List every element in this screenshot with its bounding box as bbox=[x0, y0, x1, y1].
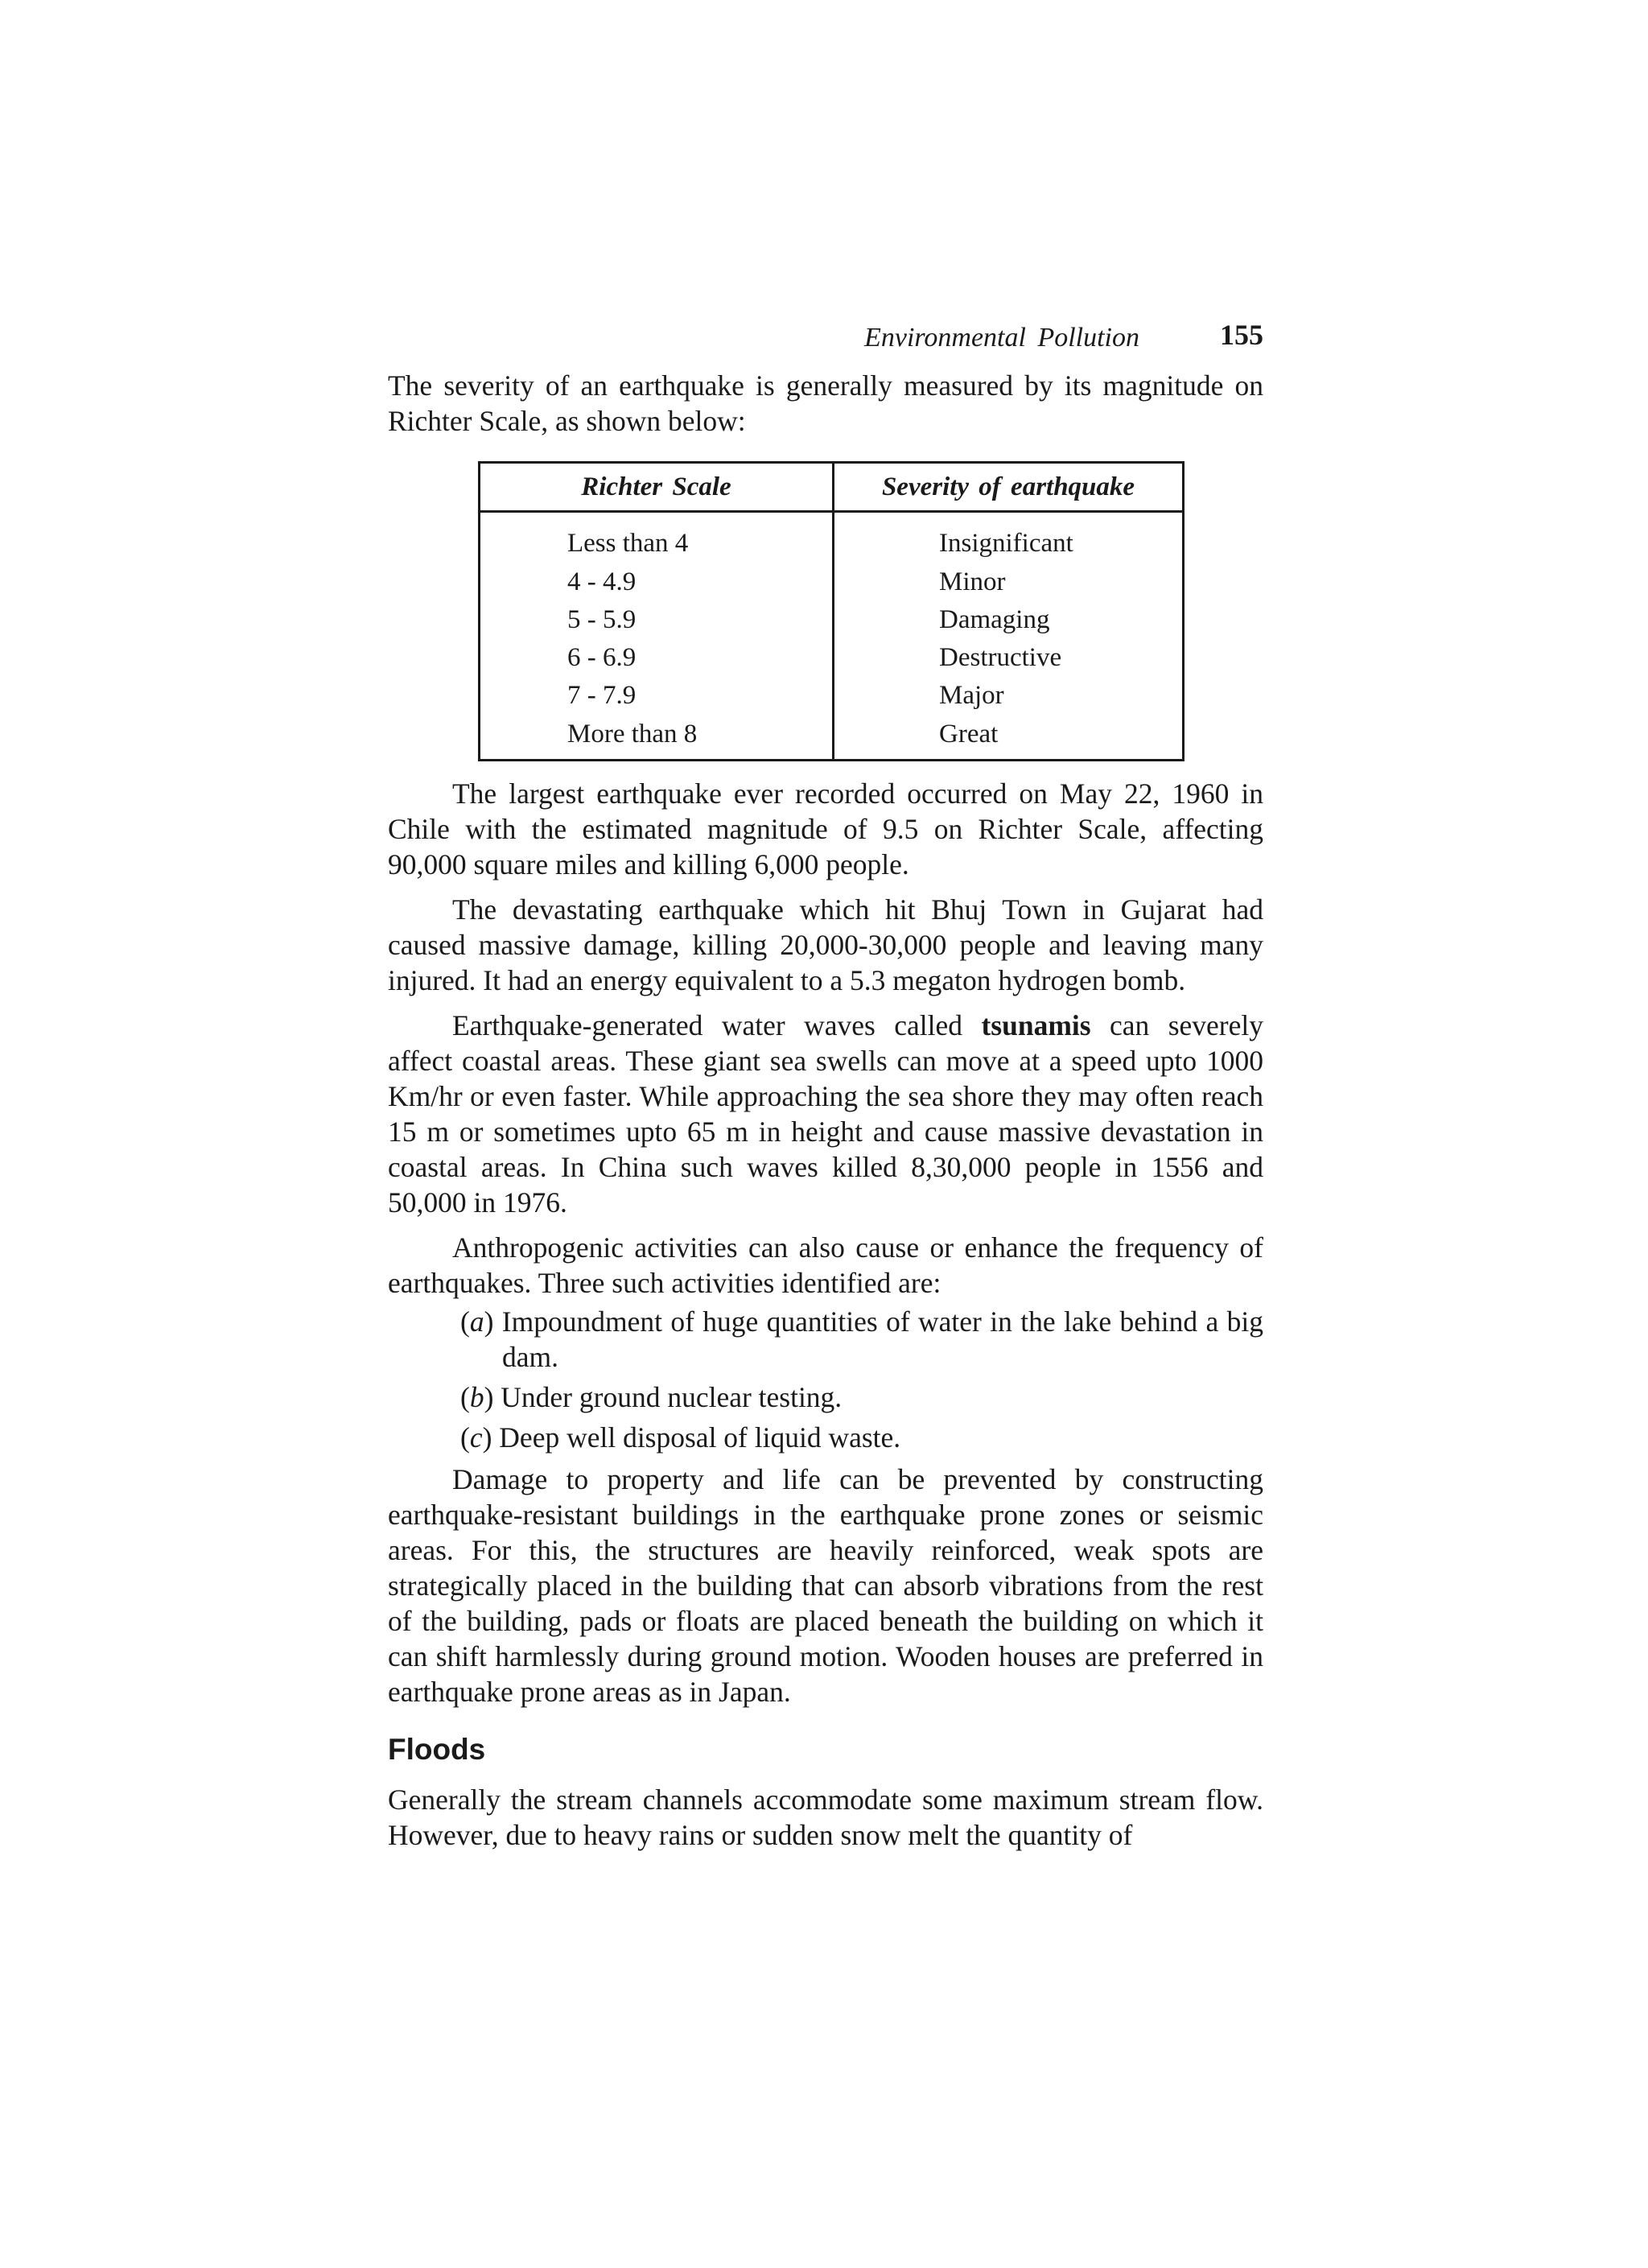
richter-scale-table bbox=[478, 461, 1184, 761]
column-header-severity: Severity of earthquake bbox=[834, 463, 1184, 512]
list-item-label: a bbox=[469, 1305, 484, 1338]
magnitude-cell: 4 - 4.9 bbox=[567, 567, 637, 596]
column-header-richter-scale: Richter Scale bbox=[480, 463, 834, 512]
severity-cell: Minor bbox=[834, 563, 1184, 601]
floods-heading: Floods bbox=[388, 1733, 486, 1766]
running-title: Environmental Pollution bbox=[864, 323, 1139, 353]
bhuj-earthquake-paragraph: The devastating earthquake which hit Bhuj Town in Gujarat had caused massive damage, killing 20,000-30,000 people and leaving many injured. It had an energy equivalent to a 5.3 megaton hydrogen bomb. bbox=[388, 893, 1263, 996]
table-row bbox=[480, 563, 1184, 601]
table-header-row bbox=[480, 463, 1184, 512]
severity-cell: Damaging bbox=[834, 601, 1184, 639]
table-row bbox=[480, 639, 1184, 677]
magnitude-cell: 6 - 6.9 bbox=[567, 643, 637, 672]
list-item-text: Under ground nuclear testing. bbox=[493, 1381, 843, 1413]
tsunami-text-start: Earthquake-generated water waves called bbox=[452, 1009, 982, 1041]
severity-cell: Destructive bbox=[834, 639, 1184, 677]
floods-paragraph: Generally the stream channels accommodate some maximum stream flow. However, due to heavy rains or sudden snow melt the quantity of bbox=[388, 1783, 1263, 1851]
book-page bbox=[388, 318, 1263, 1853]
page-number: 155 bbox=[1220, 319, 1263, 351]
tsunami-paragraph bbox=[388, 1008, 1263, 1220]
list-item: (b) Under ground nuclear testing. bbox=[460, 1381, 843, 1413]
magnitude-cell: 5 - 5.9 bbox=[567, 605, 637, 634]
tsunami-term: tsunamis bbox=[981, 1009, 1091, 1041]
intro-paragraph: The severity of an earthquake is generally measured by its magnitude on Richter Scale, as shown below: bbox=[388, 369, 1263, 437]
magnitude-cell: More than 8 bbox=[567, 720, 698, 748]
list-item: (a) Impoundment of huge quantities of water in the lake behind a big dam. bbox=[460, 1305, 1263, 1373]
list-item-text: Impoundment of huge quantities of water in the lake behind a big dam. bbox=[493, 1305, 1263, 1373]
prevention-paragraph: Damage to property and life can be prevented by constructing earthquake-resistant buildings in the earthquake prone zones or seismic areas. For this, the structures are heavily reinforced, weak spots are strategically placed in the building that can absorb vibrations from the rest of the building, pads or floats are placed beneath the building on which it can shift harmlessly during ground motion. Wooden houses are preferred in earthquake prone areas as in Japan. bbox=[388, 1463, 1263, 1708]
magnitude-cell: 7 - 7.9 bbox=[567, 681, 637, 710]
severity-cell: Great bbox=[834, 715, 1184, 761]
running-head bbox=[388, 318, 1263, 355]
chile-earthquake-paragraph: The largest earthquake ever recorded occurred on May 22, 1960 in Chile with the estimated magnitude of 9.5 on Richter Scale, affecting 90,000 square miles and killing 6,000 people. bbox=[388, 777, 1263, 880]
magnitude-cell: Less than 4 bbox=[567, 529, 689, 558]
severity-cell: Major bbox=[834, 677, 1184, 715]
table-row bbox=[480, 512, 1184, 564]
tsunami-text-end: can severely affect coastal areas. These giant sea swells can move at a speed upto 1000 Km/hr or even faster. While approaching the sea shore they may often reach 15 m or sometimes upto 65 m in height and cause massive devastation in coastal areas. In China such waves killed 8,30,000 people in 1556 and 50,000 in 1976. bbox=[388, 1009, 1263, 1219]
list-item: (c) Deep well disposal of liquid waste. bbox=[460, 1421, 901, 1454]
table-row bbox=[480, 715, 1184, 761]
table-row bbox=[480, 601, 1184, 639]
list-item-text: Deep well disposal of liquid waste. bbox=[492, 1421, 901, 1454]
list-item-label: b bbox=[469, 1381, 484, 1413]
list-item-label: c bbox=[469, 1421, 483, 1454]
anthropogenic-paragraph: Anthropogenic activities can also cause or enhance the frequency of earthquakes. Three such activities identified are: bbox=[388, 1231, 1263, 1299]
table-row bbox=[480, 677, 1184, 715]
severity-cell: Insignificant bbox=[834, 512, 1184, 564]
